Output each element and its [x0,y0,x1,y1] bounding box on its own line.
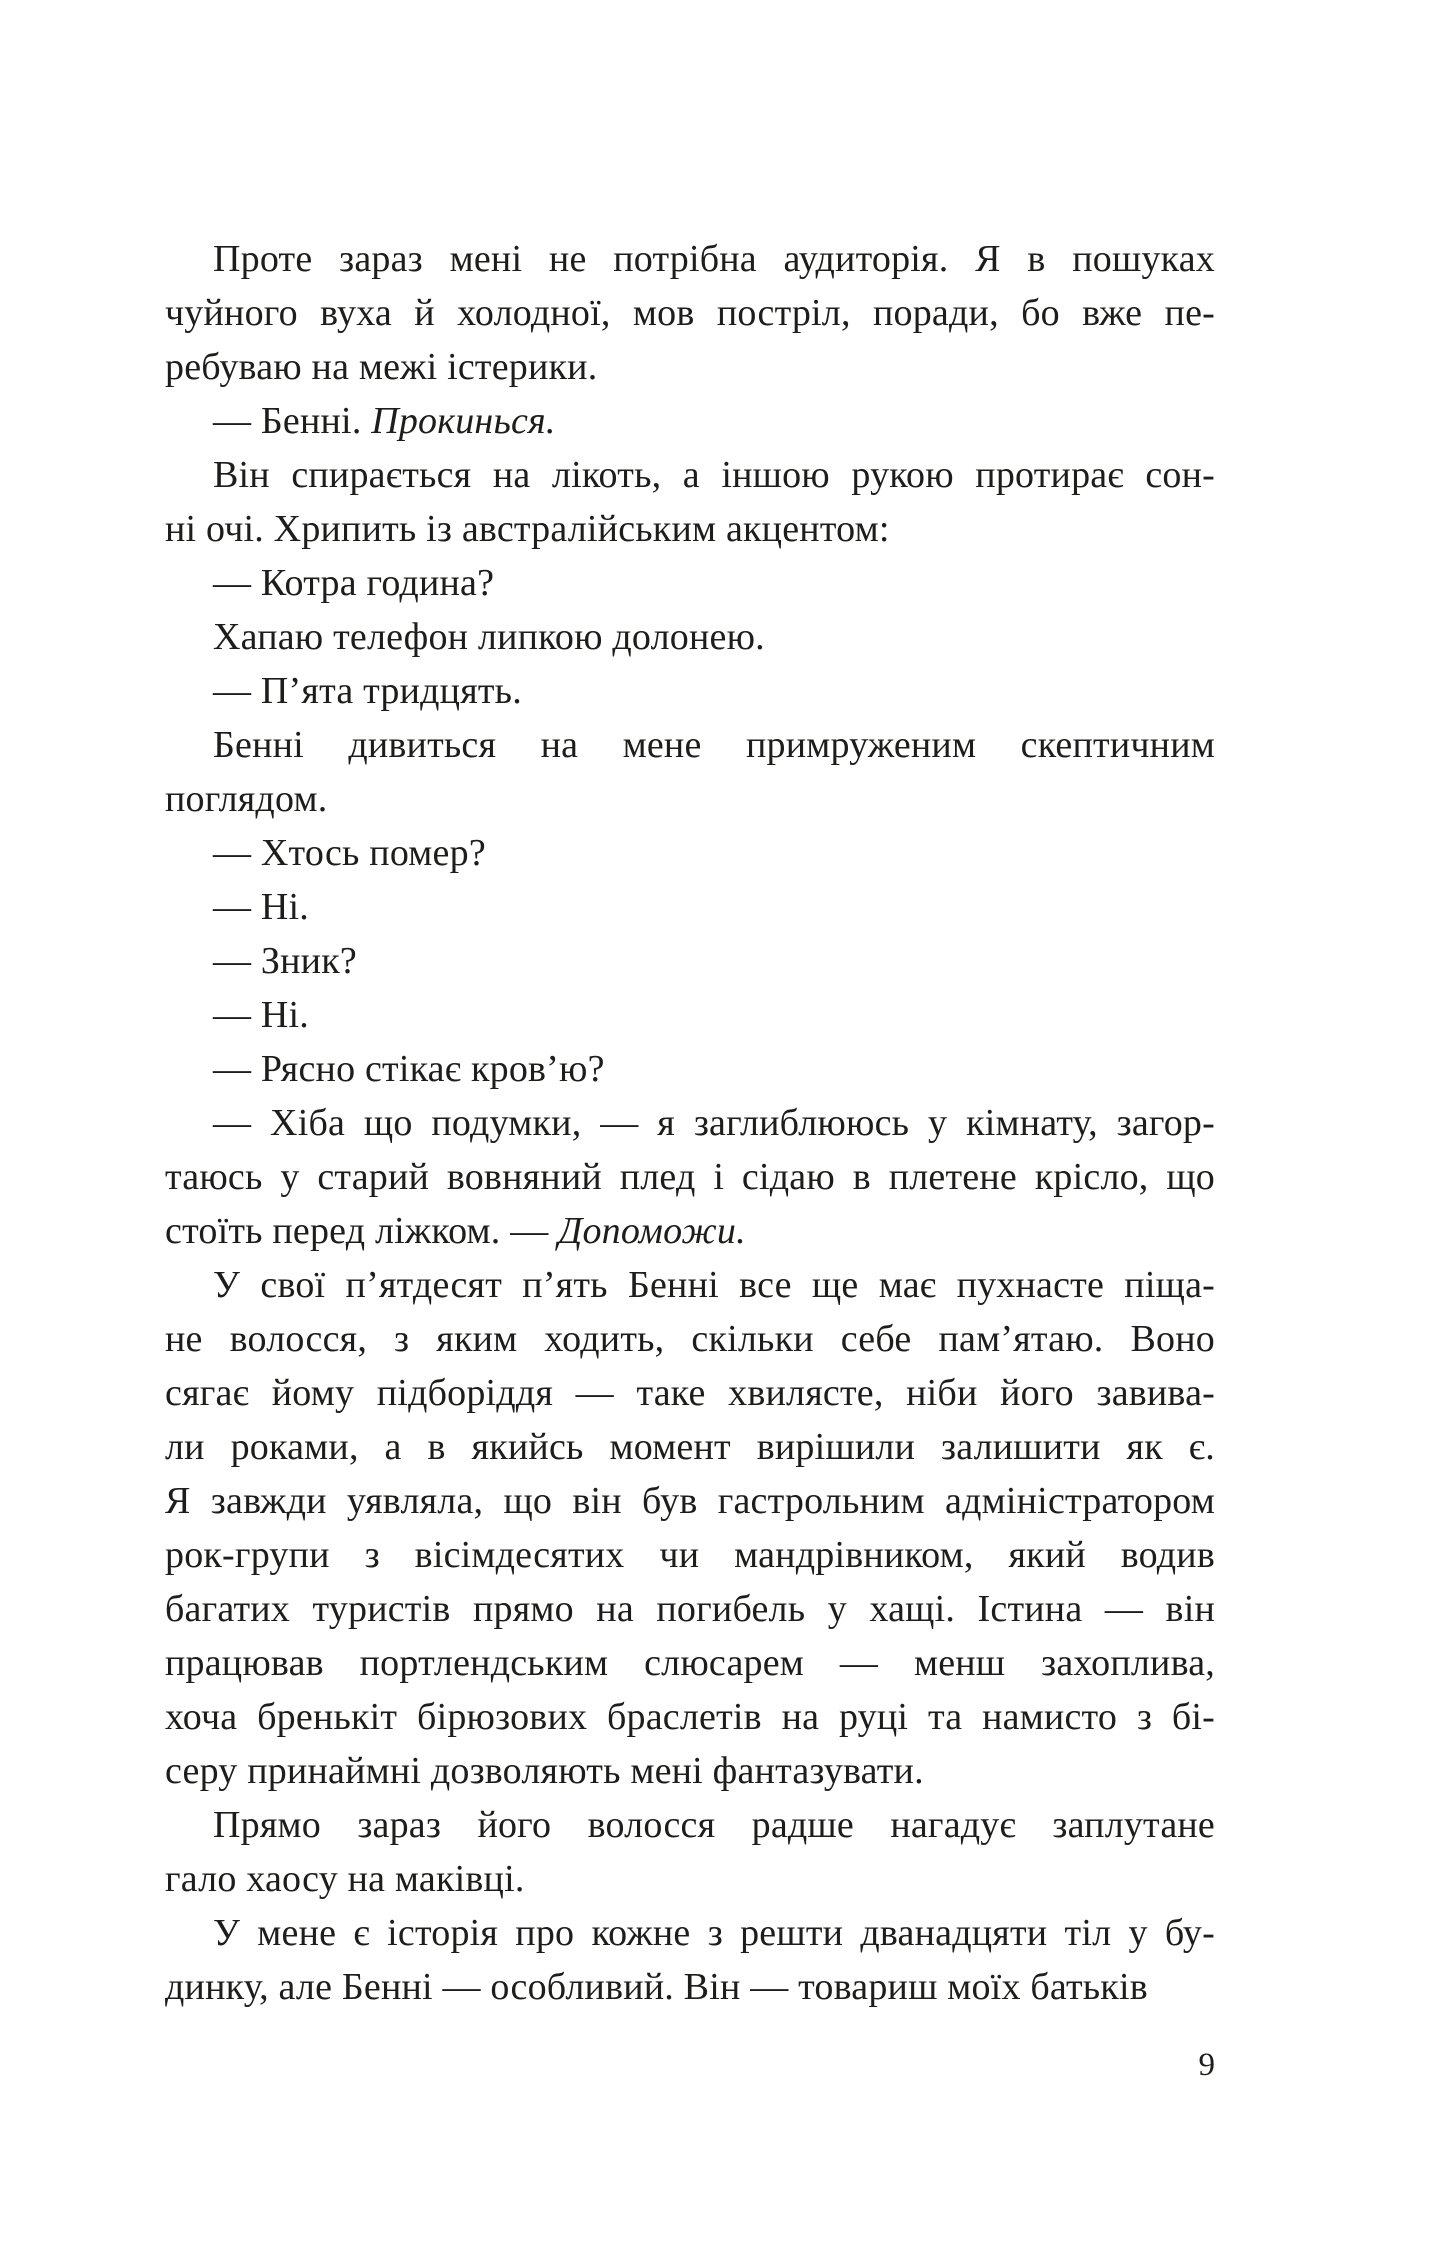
text-line [165,232,1215,286]
body-text: — Зник? [213,940,357,982]
body-text: У мене є історія про кожне з решти дванадцяти тіл у бу- [213,1912,1215,1954]
text-line [165,1906,1215,1960]
text-line [165,556,1215,610]
body-text: — Ні. [213,994,309,1036]
body-text: — П’ята тридцять. [213,670,522,712]
body-text: — Котра година? [213,562,495,604]
page-number: 9 [1198,2047,1215,2083]
body-text: Я завжди уявляла, що він був гастрольним адміністратором [165,1480,1215,1522]
text-line [165,664,1215,718]
body-text: чуйного вуха й холодної, мов постріл, поради, бо вже пе- [165,292,1215,334]
text-block [165,232,1215,2014]
body-text: Хапаю телефон липкою долонею. [213,616,765,658]
text-line [165,1042,1215,1096]
body-text: не волосся, з яким ходить, скільки себе пам’ятаю. Воно [165,1318,1215,1360]
text-line [165,1366,1215,1420]
text-line [165,1420,1215,1474]
text-line [165,1798,1215,1852]
body-text: працював портлендським слюсарем — менш захоплива, [165,1642,1215,1684]
body-text: Він спирається на лікоть, а іншою рукою протирає сон- [213,454,1215,496]
text-line [165,1852,1215,1906]
body-text: стоїть перед ліжком. — [165,1210,559,1252]
body-text: поглядом. [165,778,328,820]
text-line [165,502,1215,556]
body-text: таюсь у старий вовняний плед і сідаю в плетене крісло, що [165,1156,1215,1198]
body-text: хоча бренькіт бірюзових браслетів на руці та намисто з бі- [165,1696,1215,1738]
text-line [165,988,1215,1042]
body-text: — Хтось помер? [213,832,486,874]
text-line [165,286,1215,340]
body-text: У свої п’ятдесят п’ять Бенні все ще має пухнасте піща- [213,1264,1215,1306]
text-line [165,1312,1215,1366]
body-text: — Хіба що подумки, — я заглиблююсь у кімнату, загор- [213,1102,1215,1144]
body-text: рок-групи з вісімдесятих чи мандрівником, який водив [165,1534,1215,1576]
text-line [165,1690,1215,1744]
body-text: сягає йому підборіддя — таке хвилясте, ніби його завива- [165,1372,1215,1414]
text-line [165,718,1215,772]
body-text: ребуваю на межі істерики. [165,346,598,388]
body-text: ли роками, а в якийсь момент вирішили залишити як є. [165,1426,1215,1468]
text-line [165,1096,1215,1150]
body-text: динку, але Бенні — особливий. Він — товариш моїх батьків [165,1966,1148,2008]
body-text: гало хаосу на маківці. [165,1858,525,1900]
emphasis-text: Допоможи. [558,1210,746,1252]
text-line [165,1636,1215,1690]
text-line [165,1474,1215,1528]
text-line [165,934,1215,988]
body-text: ні очі. Хрипить із австралійським акцентом: [165,508,890,550]
text-line [165,1582,1215,1636]
text-line [165,826,1215,880]
body-text: Проте зараз мені не потрібна аудиторія. Я в пошуках [213,238,1215,280]
text-line [165,1528,1215,1582]
text-line [165,1204,1215,1258]
text-line [165,1744,1215,1798]
body-text: — Бенні. [213,400,372,442]
body-text: багатих туристів прямо на погибель у хащі. Істина — він [165,1588,1215,1630]
text-line [165,772,1215,826]
emphasis-text: Прокинься. [371,400,556,442]
text-line [165,1960,1215,2014]
body-text: Прямо зараз його волосся радше нагадує заплутане [213,1804,1215,1846]
body-text: Бенні дивиться на мене примруженим скептичним [213,724,1215,766]
body-text: — Рясно стікає кров’ю? [213,1048,605,1090]
text-line [165,880,1215,934]
body-text: серу принаймні дозволяють мені фантазувати. [165,1750,924,1792]
body-text: — Ні. [213,886,309,928]
text-line [165,610,1215,664]
text-line [165,1258,1215,1312]
text-line [165,394,1215,448]
text-line [165,340,1215,394]
text-line [165,1150,1215,1204]
text-line [165,448,1215,502]
